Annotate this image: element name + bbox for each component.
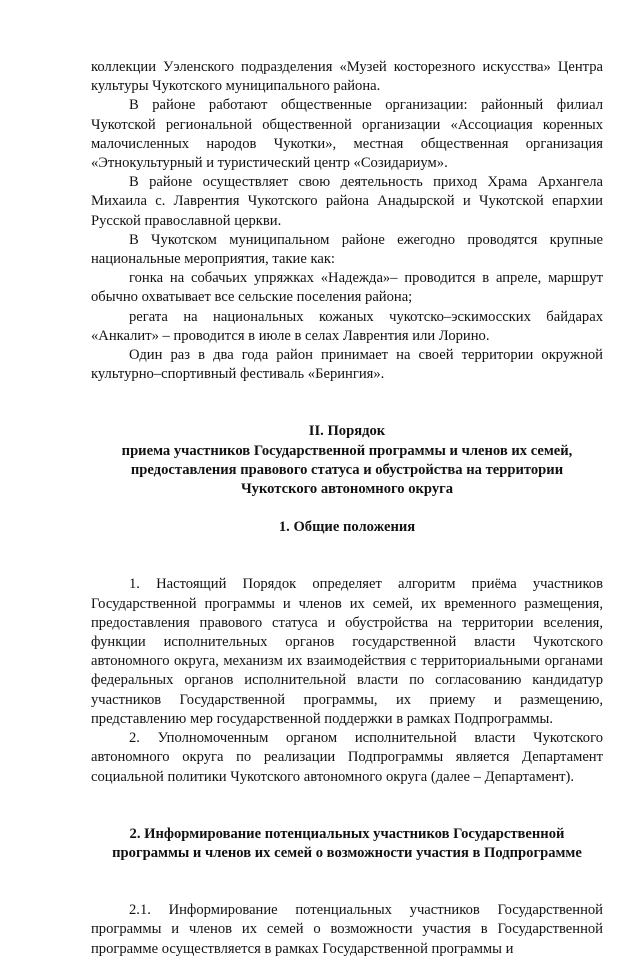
paragraph-dog-sled-race: гонка на собачьих упряжках «Надежда»– проводится в апреле, маршрут обычно охватывает все сельские поселения района; xyxy=(91,270,603,306)
spacer xyxy=(91,787,603,825)
paragraph-public-organizations: В районе работают общественные организации: районный филиал Чукотской региональной общественной организации «Ассоциация коренных малочисленных народов Чукотки», местная общественная организация «Этнокультурный и туристический центр «Созидариум». xyxy=(91,97,603,172)
spacer xyxy=(91,384,603,422)
spacer xyxy=(91,499,603,518)
paragraph-informing-participants: 2.1. Информирование потенциальных участников Государственной программы и членов их семей о возможности участия в Государственной программе осуществляется в рамках Государственной программы и xyxy=(91,902,603,957)
subsection-title-informing: 2. Информирование потенциальных участников Государственной программы и членов их семей о возможности участия в Подпрограмме xyxy=(112,825,582,861)
paragraph-museum-continuation: коллекции Уэленского подразделения «Музей косторезного искусства» Центра культуры Чукотского муниципального района. xyxy=(91,59,603,95)
paragraph-authorized-body: 2. Уполномоченным органом исполнительной власти Чукотского автономного округа по реализации Подпрограммы является Департамент социальной политики Чукотского автономного округа (далее – Департамент). xyxy=(91,730,603,785)
paragraph-regatta: регата на национальных кожаных чукотско–эскимосских байдарах «Анкалит» – проводится в июле в селах Лаврентия или Лорино. xyxy=(91,308,603,344)
section-title-text: приема участников Государственной программы и членов их семей, предоставления правового статуса и обустройства на территории Чукотского автономного округа xyxy=(121,442,573,498)
paragraph-beringia-festival: Один раз в два года район принимает на своей территории окружной культурно–спортивный фестиваль «Берингия». xyxy=(91,347,603,383)
spacer xyxy=(91,863,603,901)
paragraph-procedure-definition: 1. Настоящий Порядок определяет алгоритм приёма участников Государственной программы и членов их семей, их временного размещения, предоставления правового статуса и обустройства на территории вселения, функции исполнительных органов государственной власти Чукотского автономного округа, механизм их взаимодействия с территориальными органами федеральных органов исполнительной власти по согласованию кандидатур участников Государственной программы, их приему и размещению, представлению мер государственной поддержки в рамках Подпрограммы. xyxy=(91,576,603,727)
paragraph-church-parish: В районе осуществляет свою деятельность приход Храма Архангела Михаила с. Лаврентия Чукотского района Анадырской и Чукотской епархии Русской православной церкви. xyxy=(91,174,603,229)
subsection-title-general-provisions: 1. Общие положения xyxy=(278,519,416,536)
section-title-number: II. Порядок xyxy=(308,423,386,440)
document-body xyxy=(91,58,603,959)
spacer xyxy=(91,537,603,575)
paragraph-national-events-intro: В Чукотском муниципальном районе ежегодно проводятся крупные национальные мероприятия, такие как: xyxy=(91,231,603,268)
